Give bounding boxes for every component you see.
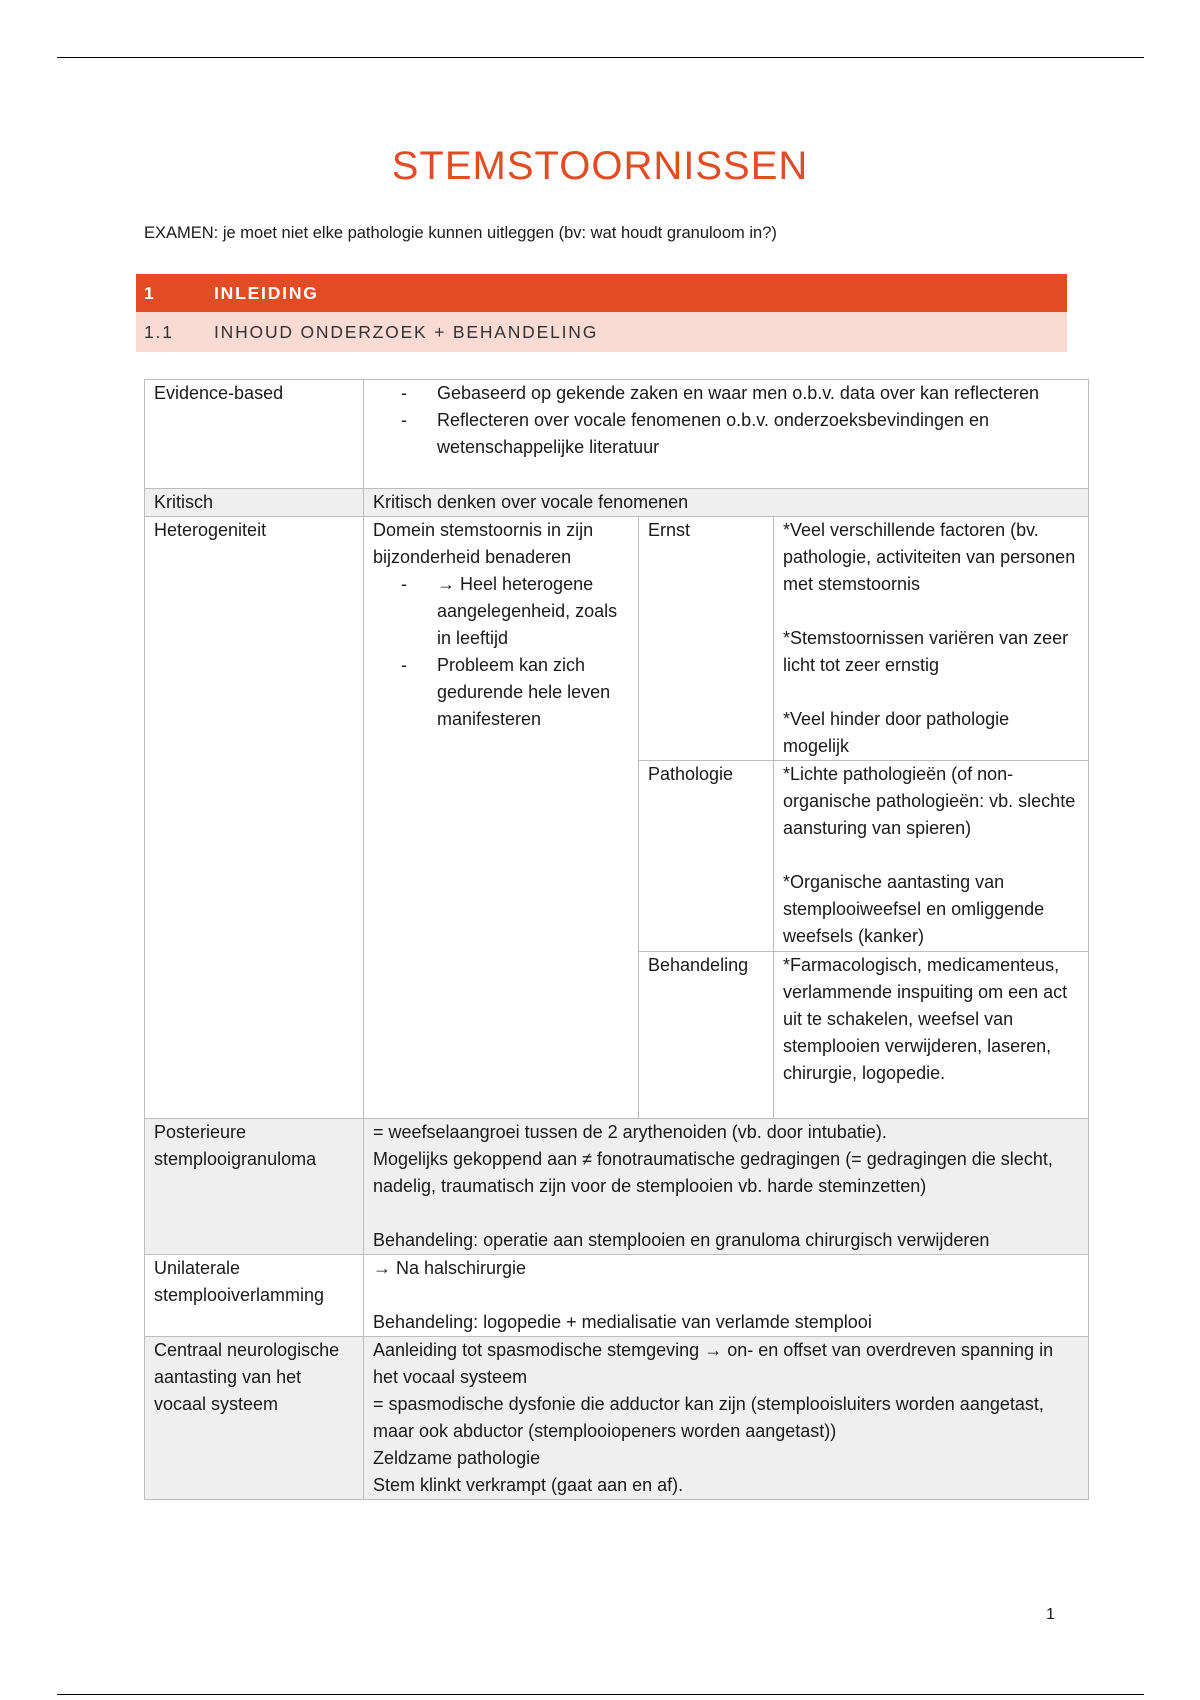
ernst-p1: *Veel verschillende factoren (bv. pathologie, activiteiten van personen met stemstoornis (783, 520, 1076, 594)
heading-1-label: INLEIDING (214, 282, 319, 303)
ernst-label: Ernst (639, 517, 774, 761)
hetero-intro-cell (364, 517, 639, 1118)
row-label: Evidence-based (145, 380, 364, 489)
list-item: - → Heel heterogene aangelegenheid, zoals in leeftijd (437, 571, 629, 652)
bullet-list (373, 571, 629, 733)
ernst-p2: *Stemstoornissen variëren van zeer licht tot zeer ernstig (783, 628, 1069, 675)
header-rule (57, 57, 1144, 58)
exam-note: EXAMEN: je moet niet elke pathologie kunnen uitleggen (bv: wat houdt granuloom in?) (144, 224, 777, 242)
centraal-line: Stem klinkt verkrampt (gaat aan en af). (373, 1475, 684, 1495)
granuloma-line: = weefselaangroei tussen de 2 arythenoiden (vb. door intubatie). (373, 1122, 887, 1142)
behandeling-p1: *Farmacologisch, medicamenteus, verlammende inspuiting om een act uit te schakelen, weefsel van stemplooien verwijderen, laseren, chirurgie, logopedie. (783, 955, 1068, 1083)
ernst-content (774, 517, 1089, 761)
ernst-p3: *Veel hinder door pathologie mogelijk (783, 709, 1010, 756)
behandeling-content (774, 952, 1089, 1119)
heading-2-number: 1.1 (144, 321, 174, 342)
unilateral-treatment: Behandeling: logopedie + medialisatie van verlamde stemplooi (373, 1312, 872, 1332)
table-row (145, 1119, 1089, 1255)
row-label: Kritisch (145, 489, 364, 517)
row-content: Kritisch denken over vocale fenomenen (364, 489, 1089, 517)
pathologie-p2: *Organische aantasting van stemplooiweefsel en omliggende weefsels (kanker) (783, 872, 1045, 946)
row-content (364, 1255, 1089, 1337)
bullet-list (373, 380, 1079, 461)
behandeling-label: Behandeling (639, 952, 774, 1119)
row-label: Posterieure stemplooigranuloma (145, 1119, 364, 1255)
table-row (145, 489, 1089, 517)
row-content (364, 1119, 1089, 1255)
granuloma-treatment: Behandeling: operatie aan stemplooien en granuloma chirurgisch verwijderen (373, 1230, 990, 1250)
row-content (364, 517, 1089, 1119)
heading-2 (136, 312, 1067, 352)
row-label: Unilaterale stemplooiverlamming (145, 1255, 364, 1337)
table-row (145, 517, 1089, 1119)
heading-1-number: 1 (144, 282, 156, 303)
table-row (145, 1255, 1089, 1337)
row-label: Heterogeniteit (145, 517, 364, 1119)
content-table (144, 379, 1089, 1500)
list-item: - Probleem kan zich gedurende hele leven manifesteren (437, 652, 629, 733)
footer-rule (57, 1694, 1144, 1695)
heading-1 (136, 274, 1067, 312)
list-item: - Reflecteren over vocale fenomenen o.b.v. onderzoeksbevindingen en wetenschappelijke literatuur (437, 407, 1079, 461)
hetero-intro: Domein stemstoornis in zijn bijzonderheid benaderen (373, 520, 594, 567)
unilateral-line: → Na halschirurgie (373, 1258, 527, 1278)
row-content (364, 380, 1089, 489)
list-item: - Gebaseerd op gekende zaken en waar men o.b.v. data over kan reflecteren (437, 380, 1079, 407)
centraal-line: Zeldzame pathologie (373, 1448, 541, 1468)
centraal-line: = spasmodische dysfonie die adductor kan zijn (stemplooisluiters worden aangetast, maar ook abductor (stemplooiopeners worden aangetast)) (373, 1394, 1044, 1441)
table-row (145, 380, 1089, 489)
pathologie-label: Pathologie (639, 761, 774, 952)
pathologie-p1: *Lichte pathologieën (of non-organische pathologieën: vb. slechte aansturing van spieren) (783, 764, 1076, 838)
page-title: STEMSTOORNISSEN (391, 144, 809, 188)
row-content (364, 1337, 1089, 1500)
row-label: Centraal neurologische aantasting van het vocaal systeem (145, 1337, 364, 1500)
granuloma-line: Mogelijks gekoppend aan ≠ fonotraumatische gedragingen (= gedragingen die slecht, nadelig, traumatisch zijn voor de stemplooien vb. harde steminzetten) (373, 1149, 1053, 1196)
nested-table (364, 517, 1088, 1118)
page-number: 1 (1046, 1606, 1055, 1623)
heading-2-label: INHOUD ONDERZOEK + BEHANDELING (214, 321, 599, 342)
table-row (145, 1337, 1089, 1500)
pathologie-content (774, 761, 1089, 952)
centraal-line: Aanleiding tot spasmodische stemgeving → on- en offset van overdreven spanning in het vocaal systeem (373, 1340, 1054, 1387)
